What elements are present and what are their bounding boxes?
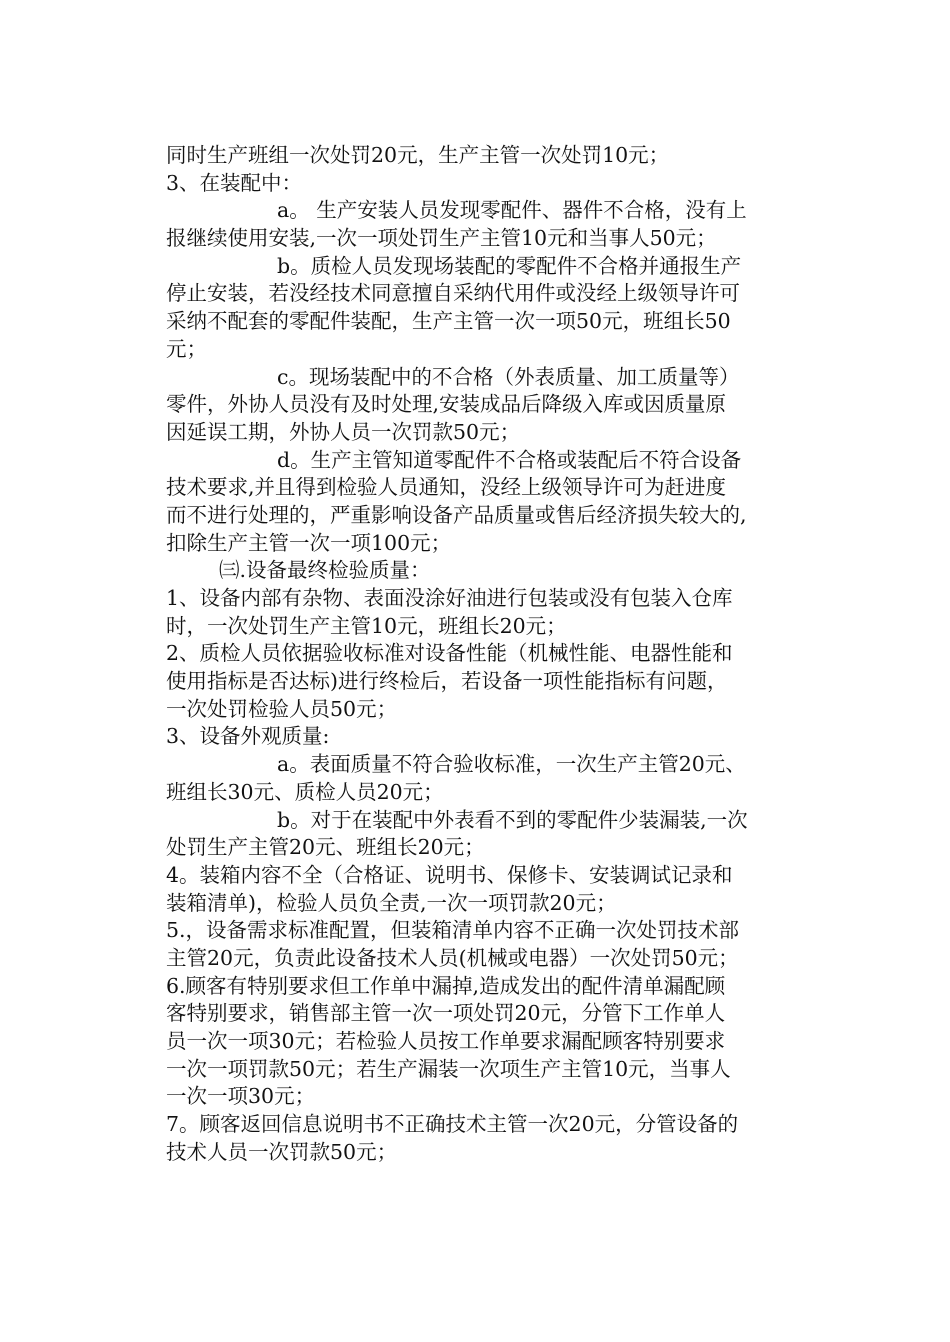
text-line: 一次处罚检验人员50元； [166,696,398,721]
text-line: ㈢.设备最终检验质量： [219,558,431,583]
text-line: 采纳不配套的零配件装配，生产主管一次一项50元，班组长50 [166,309,731,334]
text-line: 而不进行处理的，严重影响设备产品质量或售后经济损失较大的, [166,502,747,527]
text-line: 报继续使用安装,一次一项处罚生产主管10元和当事人50元； [166,226,717,251]
text-line: 班组长30元、质检人员20元； [166,779,444,804]
text-line: a。表面质量不符合验收标准，一次生产主管20元、 [277,752,746,777]
text-line: 时，一次处罚生产主管10元，班组长20元； [166,613,567,638]
text-line: 同时生产班组一次处罚20元，生产主管一次处罚10元； [166,143,670,167]
text-line: 技术要求,并且得到检验人员通知，没经上级领导许可为赶进度 [166,475,727,500]
text-line: 主管20元，负责此设备技术人员(机械或电器）一次处罚50元； [166,945,739,970]
text-line: 装箱清单)，检验人员负全责,一次一项罚款20元； [166,890,617,915]
text-line: 1、设备内部有杂物、表面没涂好油进行包装或没有包装入仓库 [166,586,733,610]
text-line: c。现场装配中的不合格（外表质量、加工质量等） [277,364,740,389]
text-line: 员一次一项30元；若检验人员按工作单要求漏配顾客特别要求 [166,1029,726,1053]
text-line: b。质检人员发现场装配的零配件不合格并通报生产 [277,253,742,278]
text-line: 因延误工期，外协人员一次罚款50元； [166,419,521,444]
text-line: 零件，外协人员没有及时处理,安装成品后降级入库或因质量原 [166,392,727,417]
text-line: 一次一项罚款50元；若生产漏装一次项生产主管10元，当事人 [166,1056,731,1081]
text-line: 客特别要求，销售部主管一次一项处罚20元，分管下工作单人 [166,1001,726,1026]
text-line: 元； [166,336,207,361]
text-line: 一次一项30元； [166,1084,316,1109]
text-line: a。 生产安装人员发现零配件、器件不合格，没有上 [277,198,747,223]
text-line: 技术人员一次罚款50元； [166,1139,398,1164]
text-line: 5.，设备需求标准配置，但装箱清单内容不正确一次处罚技术部 [166,918,740,943]
text-line: 6.顾客有特别要求但工作单中漏掉,造成发出的配件清单漏配顾 [166,973,726,998]
text-line: 扣除生产主管一次一项100元； [166,530,452,555]
text-line: 2、质检人员依据验收标准对设备性能（机械性能、电器性能和 [166,641,733,666]
text-line: 4。装箱内容不全（合格证、说明书、保修卡、安装调试记录和 [166,862,733,887]
text-line: d。生产主管知道零配件不合格或装配后不符合设备 [277,447,742,472]
document-body [166,142,806,1166]
text-line: 3、设备外观质量: [166,724,330,749]
text-line: 3、在装配中： [166,170,303,195]
text-line: 停止安装，若没经技术同意擅自采纳代用件或没经上级领导许可 [166,281,740,306]
text-line: 处罚生产主管20元、班组长20元； [166,835,485,860]
text-line: 7。顾客返回信息说明书不正确技术主管一次20元，分管设备的 [166,1112,739,1137]
text-line: b。对于在装配中外表看不到的零配件少装漏装,一次 [277,807,748,832]
text-line: 使用指标是否达标)进行终检后，若设备一项性能指标有问题， [166,669,728,694]
